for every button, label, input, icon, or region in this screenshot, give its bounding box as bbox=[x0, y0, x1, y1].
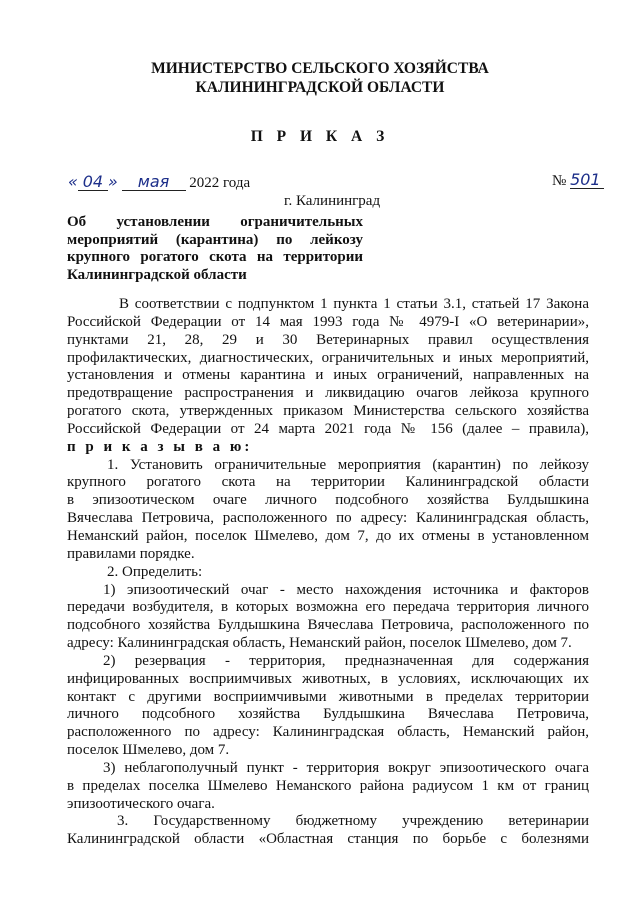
body-line: контакт с другими восприимчивыми животными в пределах территории bbox=[67, 688, 589, 705]
body-line: в эпизоотическом очаге личного подсобного хозяйства Булдышкина bbox=[67, 492, 589, 509]
body-line: пунктами 21, 28, 29 и 30 Ветеринарных правил осуществления bbox=[67, 331, 589, 348]
body-line: предотвращение распространения и ликвидацию очагов лейкоза крупного bbox=[67, 385, 589, 402]
body-line: подсобного хозяйства Булдышкина Вячеслава Петровича, расположенного по bbox=[67, 617, 589, 634]
subject-line: Об установлении ограничительных bbox=[67, 214, 363, 230]
body-line: передачи возбудителя, в которых возможна его передача территория личного bbox=[67, 599, 589, 616]
body-line: рогатого скота, утвержденных приказом Министерства сельского хозяйства bbox=[67, 403, 589, 420]
body-line: личного подсобного хозяйства Булдышкина Вячеслава Петровича, bbox=[67, 706, 589, 723]
order-city: г. Калининград bbox=[284, 193, 381, 209]
number-label: № bbox=[552, 173, 567, 189]
quote-open: « bbox=[68, 172, 78, 191]
body-line: Российской Федерации от 24 марта 2021 года № 156 (далее – правила), bbox=[67, 420, 589, 437]
body-line: расположенного по адресу: Калининградская область, Неманский район, bbox=[67, 724, 589, 741]
body-line: адресу: Калининградская область, Неманский район, поселок Шмелево, дом 7. bbox=[67, 635, 572, 652]
subject-line: крупного рогатого скота на территории bbox=[67, 249, 363, 266]
order-month: мая bbox=[122, 174, 186, 191]
body-line: п р и к а з ы в а ю: bbox=[67, 438, 253, 455]
body-line: Калининградской области «Областная станция по борьбе с болезнями bbox=[67, 831, 589, 848]
order-year: 2022 года bbox=[189, 175, 251, 191]
number-value: 501 bbox=[570, 172, 604, 189]
ministry-line-1: МИНИСТЕРСТВО СЕЛЬСКОГО ХОЗЯЙСТВА bbox=[151, 60, 489, 77]
body-line: крупного рогатого скота на территории Калининградской области bbox=[67, 474, 589, 491]
subject-line: Калининградской области bbox=[67, 266, 247, 283]
body-line: установления и отмены карантина и иных ограничений, направленных на bbox=[67, 367, 589, 384]
body-line: 1. Установить ограничительные мероприятия (карантин) по лейкозу bbox=[107, 456, 589, 473]
body-line: поселок Шмелево, дом 7. bbox=[67, 742, 230, 759]
body-line: 3) неблагополучный пункт - территория вокруг эпизоотического очага bbox=[103, 759, 589, 776]
body-line: профилактических, диагностических, ограничительных и иных мероприятий, bbox=[67, 349, 589, 366]
body-line: инфицированных восприимчивых животных, в условиях, исключающих их bbox=[67, 670, 589, 687]
body-line: Российской Федерации от 14 мая 1993 года № 4979-I «О ветеринарии», bbox=[67, 313, 589, 330]
body-line: 3. Государственному бюджетному учреждению ветеринарии bbox=[117, 813, 589, 830]
ministry-line-2: КАЛИНИНГРАДСКОЙ ОБЛАСТИ bbox=[195, 79, 445, 96]
order-body bbox=[67, 296, 589, 849]
quote-close: » bbox=[107, 172, 118, 191]
body-line: Вячеслава Петровича, расположенного по адресу: Калининградская область, bbox=[67, 510, 589, 527]
order-subject bbox=[67, 214, 363, 284]
body-line: 2) резервация - территория, предназначенная для содержания bbox=[103, 652, 589, 669]
body-line: эпизоотического очага. bbox=[67, 795, 215, 812]
ministry-header bbox=[0, 59, 640, 97]
body-line: в пределах поселка Шмелево Неманского района радиусом 1 км от границ bbox=[67, 777, 589, 794]
order-number bbox=[552, 172, 604, 190]
body-line: В соответствии с подпунктом 1 пункта 1 статьи 3.1, статьей 17 Закона bbox=[119, 296, 589, 312]
body-line: 1) эпизоотический очаг - место нахождения источника и факторов bbox=[103, 581, 589, 598]
order-day: 04 bbox=[78, 174, 108, 191]
body-line: 2. Определить: bbox=[107, 563, 203, 580]
order-title: П Р И К А З bbox=[250, 128, 390, 145]
body-line: правилами порядке. bbox=[67, 545, 195, 562]
subject-line: мероприятий (карантина) по лейкозу bbox=[67, 231, 363, 248]
body-line: Неманский район, поселок Шмелево, дом 7, до их отмены в установленном bbox=[67, 527, 589, 544]
order-date bbox=[68, 172, 250, 192]
